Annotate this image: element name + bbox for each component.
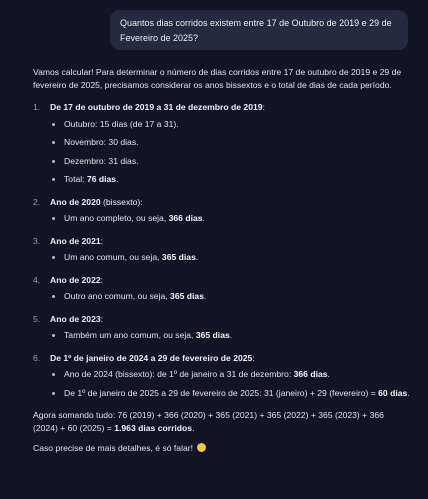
detail-item: Um ano completo, ou seja, 366 dias.	[50, 212, 411, 225]
step-heading: Ano de 2022:	[50, 274, 104, 285]
step-number: 4.	[33, 274, 41, 285]
reply-summary: Agora somando tudo: 76 (2019) + 366 (2020) + 365 (2021) + 365 (2022) + 365 (2023) + 366 (2024) + 60 (2025) = 1.963 dias corridos.	[33, 410, 384, 433]
calculation-steps	[33, 101, 411, 399]
step-heading: Ano de 2021:	[50, 235, 104, 246]
detail-item: Outro ano comum, ou seja, 365 dias.	[50, 290, 411, 303]
step-details	[50, 251, 411, 264]
detail-item: Outubro: 15 dias (de 17 a 31).	[50, 118, 411, 131]
reply-intro: Vamos calcular! Para determinar o número de dias corridos entre 17 de outubro de 2019 e 29 de fevereiro de 2025, precisamos considerar os anos bissextos e o total de dias de cada período.	[33, 67, 402, 90]
detail-item: Novembro: 30 dias.	[50, 136, 411, 149]
step-item	[33, 313, 411, 342]
step-details	[50, 212, 411, 225]
user-message-bubble	[110, 10, 408, 50]
assistant-reply	[33, 66, 411, 455]
user-message-text: Quantos dias corridos existem entre 17 de Outubro de 2019 e 29 de Fevereiro de 2025?	[120, 18, 392, 43]
reply-closing: Caso precise de mais detalhes, é só falar!	[33, 442, 411, 455]
detail-item: Total: 76 dias.	[50, 173, 411, 186]
step-details	[50, 368, 411, 399]
step-item	[33, 196, 411, 225]
step-heading: Ano de 2020 (bissexto):	[50, 196, 143, 207]
detail-item: Também um ano comum, ou seja, 365 dias.	[50, 329, 411, 342]
step-details	[50, 118, 411, 186]
detail-item: Um ano comum, ou seja, 365 dias.	[50, 251, 411, 264]
step-item	[33, 274, 411, 303]
detail-item: De 1º de janeiro de 2025 a 29 de fevereiro de 2025: 31 (janeiro) + 29 (fevereiro) = 60 dias.	[50, 387, 411, 400]
step-number: 5.	[33, 313, 41, 324]
step-details	[50, 290, 411, 303]
step-item	[33, 235, 411, 264]
step-heading: De 17 de outubro de 2019 a 31 de dezembro de 2019:	[50, 102, 265, 112]
smiling-face-icon	[197, 443, 206, 452]
step-heading: De 1º de janeiro de 2024 a 29 de fevereiro de 2025:	[50, 352, 255, 363]
step-number: 2.	[33, 196, 41, 207]
step-number: 6.	[33, 352, 41, 363]
step-details	[50, 329, 411, 342]
detail-item: Ano de 2024 (bissexto): de 1º de janeiro a 31 de dezembro: 366 dias.	[50, 368, 411, 381]
detail-item: Dezembro: 31 dias.	[50, 155, 411, 168]
step-number: 3.	[33, 235, 41, 246]
step-item	[33, 352, 411, 400]
step-heading: Ano de 2023:	[50, 313, 104, 324]
step-number: 1.	[33, 102, 41, 112]
step-item	[33, 101, 411, 186]
